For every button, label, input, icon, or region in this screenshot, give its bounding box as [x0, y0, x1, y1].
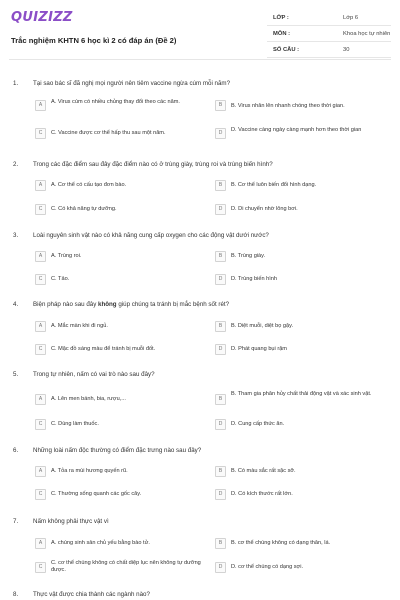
- option-text: B. Trùng giày.: [231, 253, 266, 259]
- question-emphasis: không: [98, 301, 117, 308]
- option-text: D. Có kích thước rất lớn.: [231, 491, 293, 497]
- option-letter: C: [35, 344, 46, 355]
- option-text: D. Trùng biến hình: [231, 276, 278, 282]
- question-number: 7.: [13, 518, 19, 525]
- option-letter: D: [215, 274, 226, 285]
- option-letter: A: [35, 180, 46, 191]
- meta-value: 30: [343, 47, 350, 53]
- question-number: 8.: [13, 591, 19, 598]
- option-text: A. Tỏa ra mùi hương quyến rũ.: [51, 468, 128, 474]
- question-number: 4.: [13, 301, 19, 308]
- option-letter: B: [215, 466, 226, 477]
- option-letter: C: [35, 419, 46, 430]
- option-text: D. Vaccine càng ngày càng mạnh hơn theo thời gian: [231, 127, 362, 133]
- question-number: 5.: [13, 371, 19, 378]
- meta-row-class: [267, 10, 391, 26]
- option-text: C. Vaccine được cơ thể hấp thu sau một năm.: [51, 130, 166, 136]
- question-text: Những loài nấm độc thường có điểm đặc trưng nào sau đây?: [33, 447, 202, 454]
- option-text: D. Phát quang bụi rậm: [231, 346, 287, 352]
- question-number: 3.: [13, 232, 19, 239]
- option-letter: A: [35, 466, 46, 477]
- question-text: Nấm không phải thực vật vì: [33, 518, 109, 525]
- option-letter: A: [35, 251, 46, 262]
- option-letter: A: [35, 100, 46, 111]
- option-letter: B: [215, 394, 226, 405]
- option-text: A. Cơ thể có cấu tạo đơn bào.: [51, 182, 127, 188]
- option-text: A. Mắc màn khi đi ngủ.: [51, 323, 108, 329]
- option-text: C. Dùng làm thuốc.: [51, 421, 99, 427]
- option-letter: B: [215, 180, 226, 191]
- option-letter: B: [215, 538, 226, 549]
- option-text: B. Virus nhân lên nhanh chóng theo thời gian.: [231, 103, 345, 109]
- option-letter: D: [215, 419, 226, 430]
- option-text: C. Thường sống quanh các gốc cây.: [51, 491, 142, 497]
- meta-row-question-count: [267, 42, 391, 58]
- option-letter: D: [215, 344, 226, 355]
- option-letter: D: [215, 562, 226, 573]
- meta-row-subject: [267, 26, 391, 42]
- option-text: A. chúng sinh sản chủ yếu bằng bào tử.: [51, 540, 150, 546]
- option-text: C. Tảo.: [51, 276, 70, 282]
- meta-label: LỚP :: [273, 15, 289, 21]
- option-text: D. cơ thể chúng có dạng sợi.: [231, 564, 304, 570]
- question-number: 6.: [13, 447, 19, 454]
- option-letter: C: [35, 489, 46, 500]
- question-text: [33, 301, 229, 308]
- worksheet-title: Trắc nghiệm KHTN 6 học kì 2 có đáp án (Đề 2): [11, 36, 177, 45]
- option-letter: A: [35, 394, 46, 405]
- option-letter: A: [35, 321, 46, 332]
- question-text: Tại sao bác sĩ đã nghị mọi người nên tiêm vaccine ngừa cúm mỗi năm?: [33, 80, 231, 87]
- option-text: B. cơ thể chúng không có dạng thân, lá.: [231, 540, 331, 546]
- question-text-part: Biện pháp nào sau đây: [33, 301, 99, 308]
- option-text: B. Cơ thể luôn biến đổi hình dạng.: [231, 182, 317, 188]
- question-text: Trong các đặc điểm sau đây đặc điểm nào có ở trùng giày, trùng roi và trùng biến hình?: [33, 161, 273, 168]
- meta-value: Khoa học tự nhiên: [343, 31, 391, 37]
- option-text: A. Lên men bánh, bia, rượu,...: [51, 396, 126, 402]
- option-letter: C: [35, 274, 46, 285]
- option-text: A. Trùng roi.: [51, 253, 82, 259]
- option-letter: A: [35, 538, 46, 549]
- question-number: 2.: [13, 161, 19, 168]
- option-letter: B: [215, 100, 226, 111]
- option-text: D. Di chuyển nhờ lông bơi.: [231, 206, 298, 212]
- option-text: D. Cung cấp thức ăn.: [231, 421, 285, 427]
- question-text-part: giúp chúng ta tránh bị mắc bệnh sốt rét?: [116, 301, 230, 308]
- option-letter: C: [35, 204, 46, 215]
- question-text: Loài nguyên sinh vật nào có khả năng cung cấp oxygen cho các động vật dưới nước?: [33, 232, 269, 239]
- option-text: C. Có khả năng tự dưỡng.: [51, 206, 117, 212]
- option-letter: D: [215, 489, 226, 500]
- option-text: B. Có màu sắc rất sặc sỡ.: [231, 468, 296, 474]
- question-text: Thực vật được chia thành các ngành nào?: [33, 591, 150, 598]
- option-letter: D: [215, 128, 226, 139]
- option-text: C. Mặc đồ sáng màu để tránh bị muỗi đốt.: [51, 346, 156, 352]
- option-text: B. Diệt muỗi, diệt bọ gậy.: [231, 323, 294, 329]
- meta-label: MÔN :: [273, 31, 291, 37]
- quizizz-logo[interactable]: QUIZIZZ: [11, 10, 73, 25]
- option-text: C. cơ thể chúng không có chất diệp lục nên không tự dưỡng được.: [51, 560, 201, 574]
- option-text: A. Virus cúm có nhiều chủng thay đổi theo các năm.: [51, 99, 180, 105]
- option-letter: B: [215, 251, 226, 262]
- question-number: 1.: [13, 80, 19, 87]
- option-letter: D: [215, 204, 226, 215]
- option-letter: B: [215, 321, 226, 332]
- worksheet-header: [9, 6, 391, 60]
- option-text: B. Tham gia phân hủy chất thải động vật và xác sinh vật.: [231, 391, 372, 397]
- worksheet-meta: [267, 10, 391, 58]
- question-text: Trong tự nhiên, nấm có vai trò nào sau đây?: [33, 371, 155, 378]
- option-letter: C: [35, 562, 46, 573]
- meta-value: Lớp 6: [343, 15, 359, 21]
- option-letter: C: [35, 128, 46, 139]
- meta-label: SỐ CÂU :: [273, 47, 300, 53]
